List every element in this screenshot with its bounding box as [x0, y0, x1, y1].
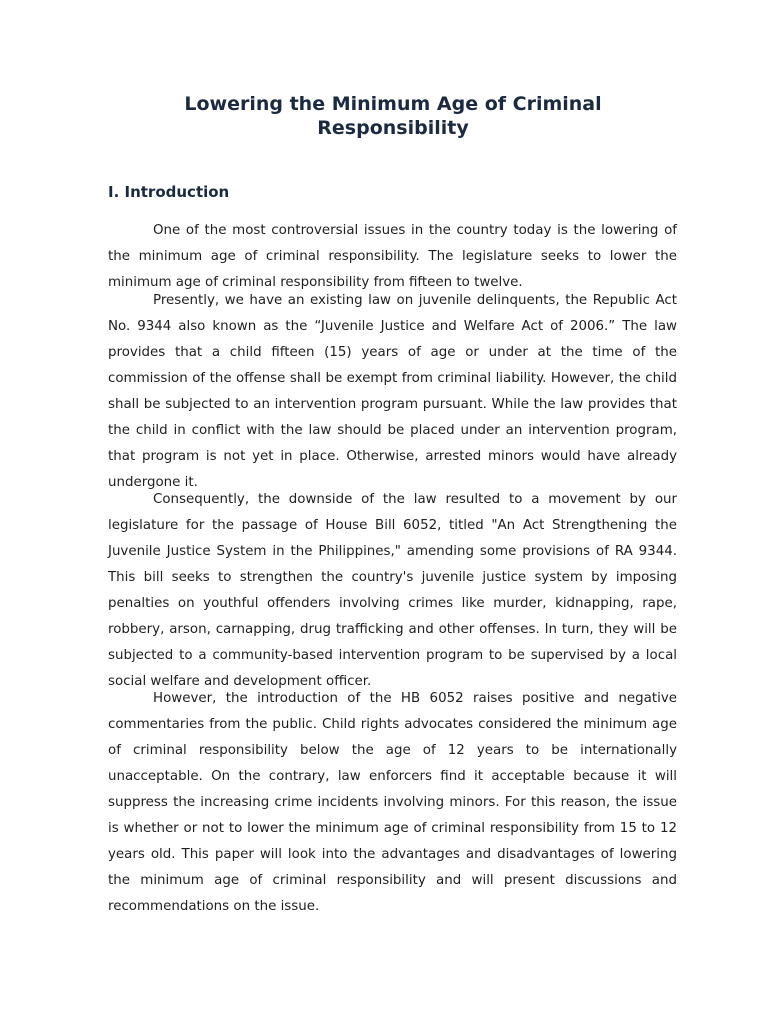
- document-title: [108, 92, 678, 140]
- title-line-2: Responsibility: [317, 117, 469, 139]
- paragraph-1: One of the most controversial issues in the country today is the lowering of the minimum age of criminal responsibility. The legislature seeks to lower the minimum age of criminal responsibility from fifteen to twelve.: [108, 223, 677, 290]
- paragraph-4: However, the introduction of the HB 6052 raises positive and negative commentaries from the public. Child rights advocates considered the minimum age of criminal responsibility below the age of 12 years to be internationally unacceptable. On the contrary, law enforcers find it acceptable because it will suppress the increasing crime incidents involving minors. For this reason, the issue is whether or not to lower the minimum age of criminal responsibility from 15 to 12 years old. This paper will look into the advantages and disadvantages of lowering the minimum age of criminal responsibility and will present discussions and recommendations on the issue.: [108, 691, 677, 914]
- section-heading: I. Introduction: [108, 183, 230, 201]
- paragraph-2: Presently, we have an existing law on juvenile delinquents, the Republic Act No. 9344 also known as the “Juvenile Justice and Welfare Act of 2006.” The law provides that a child fifteen (15) years of age or under at the time of the commission of the offense shall be exempt from criminal liability. However, the child shall be subjected to an intervention program pursuant. While the law provides that the child in conflict with the law should be placed under an intervention program, that program is not yet in place. Otherwise, arrested minors would have already undergone it.: [108, 293, 677, 490]
- paragraph-3: Consequently, the downside of the law resulted to a movement by our legislature for the passage of House Bill 6052, titled "An Act Strengthening the Juvenile Justice System in the Philippines," amending some provisions of RA 9344. This bill seeks to strengthen the country's juvenile justice system by imposing penalties on youthful offenders involving crimes like murder, kidnapping, rape, robbery, arson, carnapping, drug trafficking and other offenses. In turn, they will be subjected to a community-based intervention program to be supervised by a local social welfare and development officer.: [108, 492, 677, 689]
- title-line-1: Lowering the Minimum Age of Criminal: [184, 93, 602, 115]
